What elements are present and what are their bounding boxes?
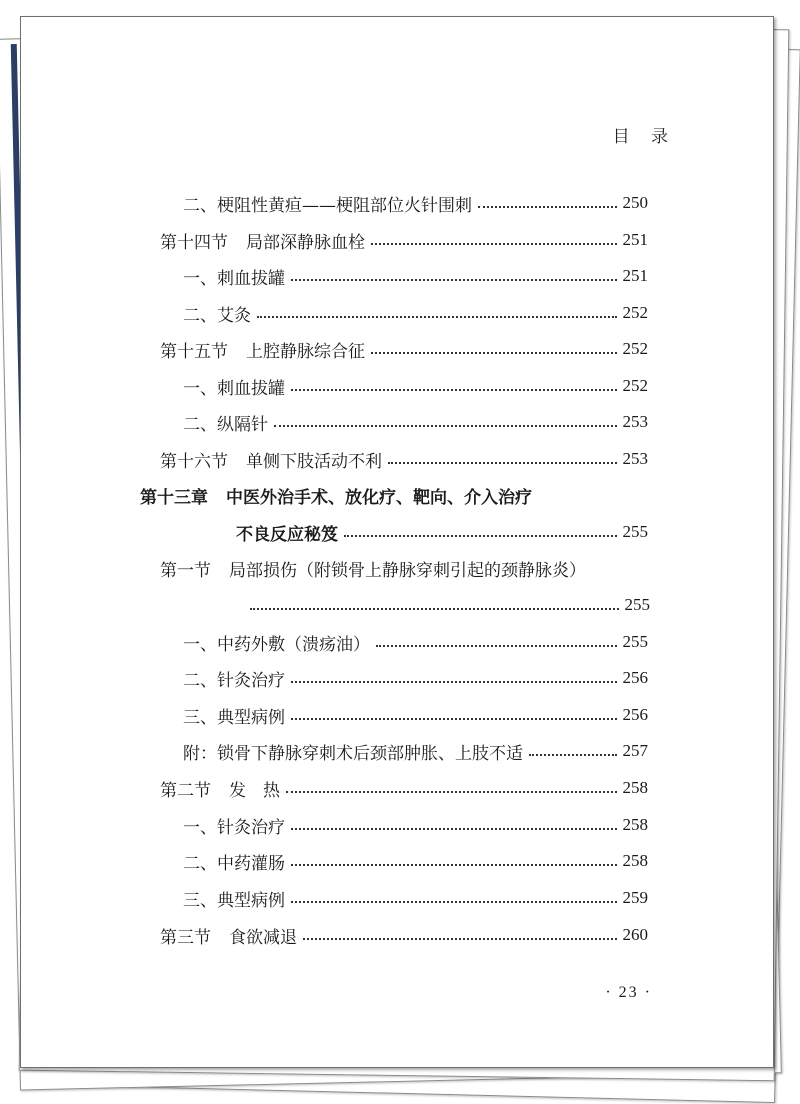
- toc-entry-title: 二、梗阻性黄疸——梗阻部位火针围刺: [183, 195, 472, 216]
- dot-leader: [371, 243, 617, 245]
- toc-entry[interactable]: [183, 188, 648, 218]
- toc-entry-chapter-cont[interactable]: [236, 517, 648, 547]
- section-label: 第一节: [160, 560, 211, 581]
- toc-entry-title: 二、艾灸: [183, 305, 251, 326]
- section-label: 第二节: [160, 780, 211, 801]
- toc-entry-title: 上腔静脉综合征: [246, 341, 365, 362]
- toc-entry-page: 252: [622, 376, 648, 395]
- toc-entry-page: 255: [624, 595, 650, 614]
- toc-entry-page: 253: [622, 449, 648, 468]
- toc-entry-title: 一、刺血拔罐: [183, 268, 285, 289]
- toc-entry-title: 二、纵隔针: [183, 414, 268, 435]
- toc-entry[interactable]: [183, 810, 648, 840]
- toc-entry-page: 258: [622, 778, 648, 797]
- dot-leader: [376, 645, 617, 647]
- toc-entry[interactable]: [183, 883, 648, 913]
- toc-entry-title: 中医外治手术、放化疗、靶向、介入治疗: [226, 487, 532, 508]
- toc-entry-title: 一、中药外敷（溃疡油）: [183, 634, 370, 655]
- toc-entry-title: 单侧下肢活动不利: [246, 451, 382, 472]
- toc-entry-page: 255: [622, 522, 648, 541]
- toc-entry-page: 258: [622, 851, 648, 870]
- toc-entry-title: 附：锁骨下静脉穿刺术后颈部肿胀、上肢不适: [183, 743, 523, 764]
- section-label: 第十四节: [160, 232, 228, 253]
- section-label: 第十五节: [160, 341, 228, 362]
- dot-leader: [291, 681, 617, 683]
- dot-leader: [344, 535, 617, 537]
- toc-entry-chapter[interactable]: [140, 480, 648, 510]
- toc-entry-title: 一、刺血拔罐: [183, 378, 285, 399]
- toc-entry-page: 257: [622, 741, 648, 760]
- toc-entry-page: 251: [622, 266, 648, 285]
- dot-leader: [250, 608, 619, 610]
- toc-entry-section[interactable]: [160, 225, 648, 255]
- dot-leader: [529, 754, 617, 756]
- toc-entry-section[interactable]: [160, 773, 648, 803]
- toc-entry-section[interactable]: [160, 334, 648, 364]
- toc-entry[interactable]: [183, 407, 648, 437]
- toc-entry[interactable]: [183, 371, 648, 401]
- dot-leader: [371, 352, 617, 354]
- toc-entry-page: 250: [622, 193, 648, 212]
- toc-entry-page: 260: [622, 925, 648, 944]
- toc-entry[interactable]: [183, 627, 648, 657]
- toc-entry-page: 259: [622, 888, 648, 907]
- dot-leader: [274, 425, 617, 427]
- toc-entry-title: 三、典型病例: [183, 890, 285, 911]
- dot-leader: [388, 462, 617, 464]
- toc-entry-title: 二、针灸治疗: [183, 670, 285, 691]
- dot-leader: [257, 316, 617, 318]
- toc-entry-title: 二、中药灌肠: [183, 853, 285, 874]
- section-label: 第十六节: [160, 451, 228, 472]
- toc-entry[interactable]: [183, 298, 648, 328]
- toc-entry-title: 三、典型病例: [183, 707, 285, 728]
- toc-entry-page: 252: [622, 303, 648, 322]
- toc-entry-page: 252: [622, 339, 648, 358]
- toc-entry-title: 不良反应秘笈: [236, 524, 338, 545]
- toc-entry-title: 一、针灸治疗: [183, 817, 285, 838]
- toc-entry-continuation[interactable]: [244, 590, 650, 620]
- page-number: · 23 ·: [605, 984, 652, 1001]
- toc-entry-title: 发 热: [229, 780, 280, 801]
- dot-leader: [291, 389, 617, 391]
- dot-leader: [291, 901, 617, 903]
- toc-entry-page: 255: [622, 632, 648, 651]
- toc-entry-section[interactable]: [160, 553, 648, 583]
- toc-entry-title: 局部损伤（附锁骨上静脉穿刺引起的颈静脉炎）: [229, 560, 586, 581]
- toc-entry-page: 256: [622, 668, 648, 687]
- chapter-label: 第十三章: [140, 487, 208, 508]
- running-title: 目 录: [612, 127, 676, 147]
- section-label: 第三节: [160, 927, 211, 948]
- toc-entry[interactable]: [183, 663, 648, 693]
- toc-entry-page: 251: [622, 230, 648, 249]
- toc-entry-page: 256: [622, 705, 648, 724]
- toc-entry-page: 258: [622, 815, 648, 834]
- dot-leader: [478, 206, 617, 208]
- dot-leader: [291, 864, 617, 866]
- dot-leader: [291, 828, 617, 830]
- toc-entry-page: 253: [622, 412, 648, 431]
- toc-entry[interactable]: [183, 736, 648, 766]
- toc-entry[interactable]: [183, 846, 648, 876]
- dot-leader: [286, 791, 617, 793]
- toc-entry[interactable]: [183, 261, 648, 291]
- toc-entry-title: 食欲减退: [229, 927, 297, 948]
- toc-entry-title: 局部深静脉血栓: [246, 232, 365, 253]
- dot-leader: [303, 938, 617, 940]
- toc-entry-section[interactable]: [160, 444, 648, 474]
- dot-leader: [291, 718, 617, 720]
- dot-leader: [291, 279, 617, 281]
- toc-entry-section[interactable]: [160, 920, 648, 950]
- toc-entry[interactable]: [183, 700, 648, 730]
